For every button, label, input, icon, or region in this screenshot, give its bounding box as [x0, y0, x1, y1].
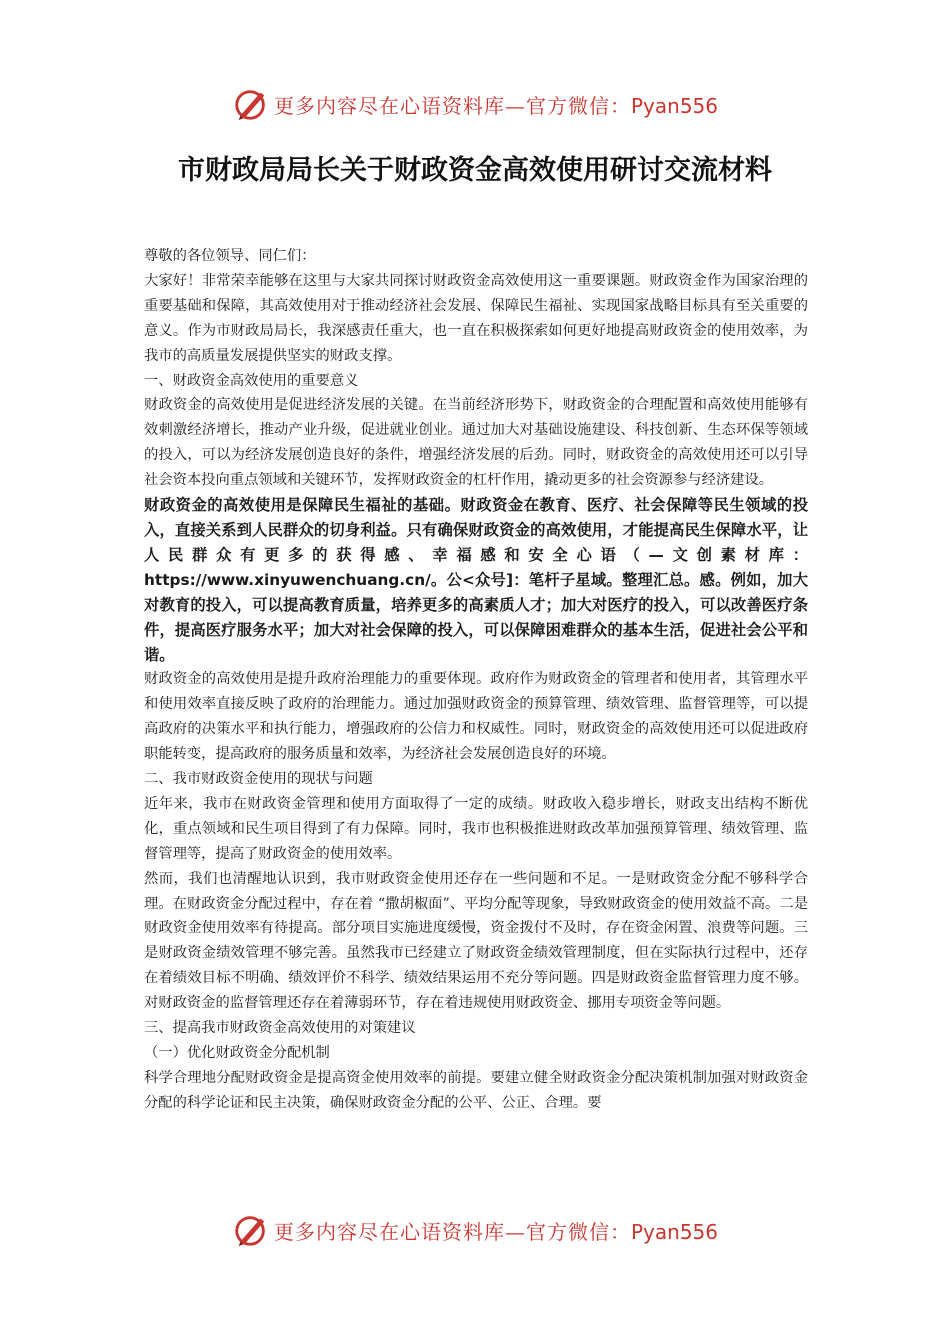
pen-logo-icon — [232, 85, 270, 123]
watermark-banner-top — [0, 84, 950, 124]
body-paragraph: 近年来，我市在财政资金管理和使用方面取得了一定的成绩。财政收入稳步增长，财政支出结构不断优化，重点领域和民生项目得到了有力保障。同时，我市也积极推进财政改革加强预算管理、绩效管理、监督管理等，提高了财政资金的使用效率。 — [144, 795, 808, 862]
salutation: 尊敬的各位领导、同仁们： — [144, 248, 316, 264]
watermark-text: 更多内容尽在心语资料库—官方微信：Pyan556 — [273, 1219, 718, 1244]
intro-paragraph: 大家好！非常荣幸能够在这里与大家共同探讨财政资金高效使用这一重要课题。财政资金作为国家治理的重要基础和保障，其高效使用对于推动经济社会发展、保障民生福祉、实现国家战略目标具有至关重要的意义。作为市财政局局长，我深感责任重大，也一直在积极探索如何更好地提高财政资金的使用效率，为我市的高质量发展提供坚实的财政支撑。 — [144, 272, 808, 364]
body-paragraph: 科学合理地分配财政资金是提高资金使用效率的前提。要建立健全财政资金分配决策机制加强对财政资金分配的科学论证和民主决策，确保财政资金分配的公平、公正、合理。要 — [144, 1069, 808, 1111]
document-body — [144, 244, 808, 1116]
section-heading-2: 二、我市财政资金使用的现状与问题 — [144, 771, 373, 788]
body-paragraph: 然而，我们也清醒地认识到，我市财政资金使用还存在一些问题和不足。一是财政资金分配不够科学合理。在财政资金分配过程中，存在着 “撒胡椒面”、平均分配等现象，导致财政资金的使用效益不高。二是财政资金使用效率有待提高。部分项目实施进度缓慢，资金拨付不及时，存在资金闲置、浪费等问题。三是财政资金绩效管理不够完善。虽然我市已经建立了财政资金绩效管理制度，但在实际执行过程中，还存在着绩效目标不明确、绩效评价不科学、绩效结果运用不充分等问题。四是财政资金监督管理力度不够。对财政资金的监督管理还存在着薄弱环节，存在着违规使用财政资金、挪用专项资金等问题。 — [144, 870, 808, 1012]
body-paragraph: 财政资金的高效使用是提升政府治理能力的重要体现。政府作为财政资金的管理者和使用者，其管理水平和使用效率直接反映了政府的治理能力。通过加强财政资金的预算管理、绩效管理、监督管理等，可以提高政府的决策水平和执行能力，增强政府的公信力和权威性。同时，财政资金的高效使用还可以促进政府职能转变，提高政府的服务质量和效率，为经济社会发展创造良好的环境。 — [144, 671, 808, 763]
subsection-heading: （一）优化财政资金分配机制 — [144, 1045, 330, 1061]
watermark-banner-bottom — [0, 1210, 950, 1250]
body-paragraph: 财政资金的高效使用是促进经济发展的关键。在当前经济形势下，财政资金的合理配置和高效使用能够有效刺激经济增长，推动产业升级，促进就业创业。通过加大对基础设施建设、科技创新、生态环保等领域的投入，可以为经济发展创造良好的条件，增强经济发展的后劲。同时，财政资金的高效使用还可以引导社会资本投向重点领域和关键环节，发挥财政资金的杠杆作用，撬动更多的社会资源参与经济建设。 — [144, 397, 808, 489]
section-heading-1: 一、财政资金高效使用的重要意义 — [144, 372, 359, 389]
watermark-text: 更多内容尽在心语资料库—官方微信：Pyan556 — [273, 93, 718, 118]
section-heading-3: 三、提高我市财政资金高效使用的对策建议 — [144, 1020, 416, 1037]
body-paragraph-emphasized: 财政资金的高效使用是保障民生福祉的基础。财政资金在教育、医疗、社会保障等民生领域的投入，直接关系到人民群众的切身利益。只有确保财政资金的高效使用，才能提高民生保障水平，让人民群众有更多的获得感、幸福感和安全心语（—文创素材库：https://www.xinyuwenchuang.cn/。公<众号]：笔杆子星域。整理汇总。感。例如，加大对教育的投入，可以提高教育质量，培养更多的高素质人才；加大对医疗的投入，可以改善医疗条件，提高医疗服务水平；加大对社会保障的投入，可以保障困难群众的基本生活，促进社会公平和谐。 — [144, 496, 808, 664]
document-title: 市财政局局长关于财政资金高效使用研讨交流材料 — [178, 155, 772, 186]
pen-logo-icon — [232, 1211, 270, 1249]
